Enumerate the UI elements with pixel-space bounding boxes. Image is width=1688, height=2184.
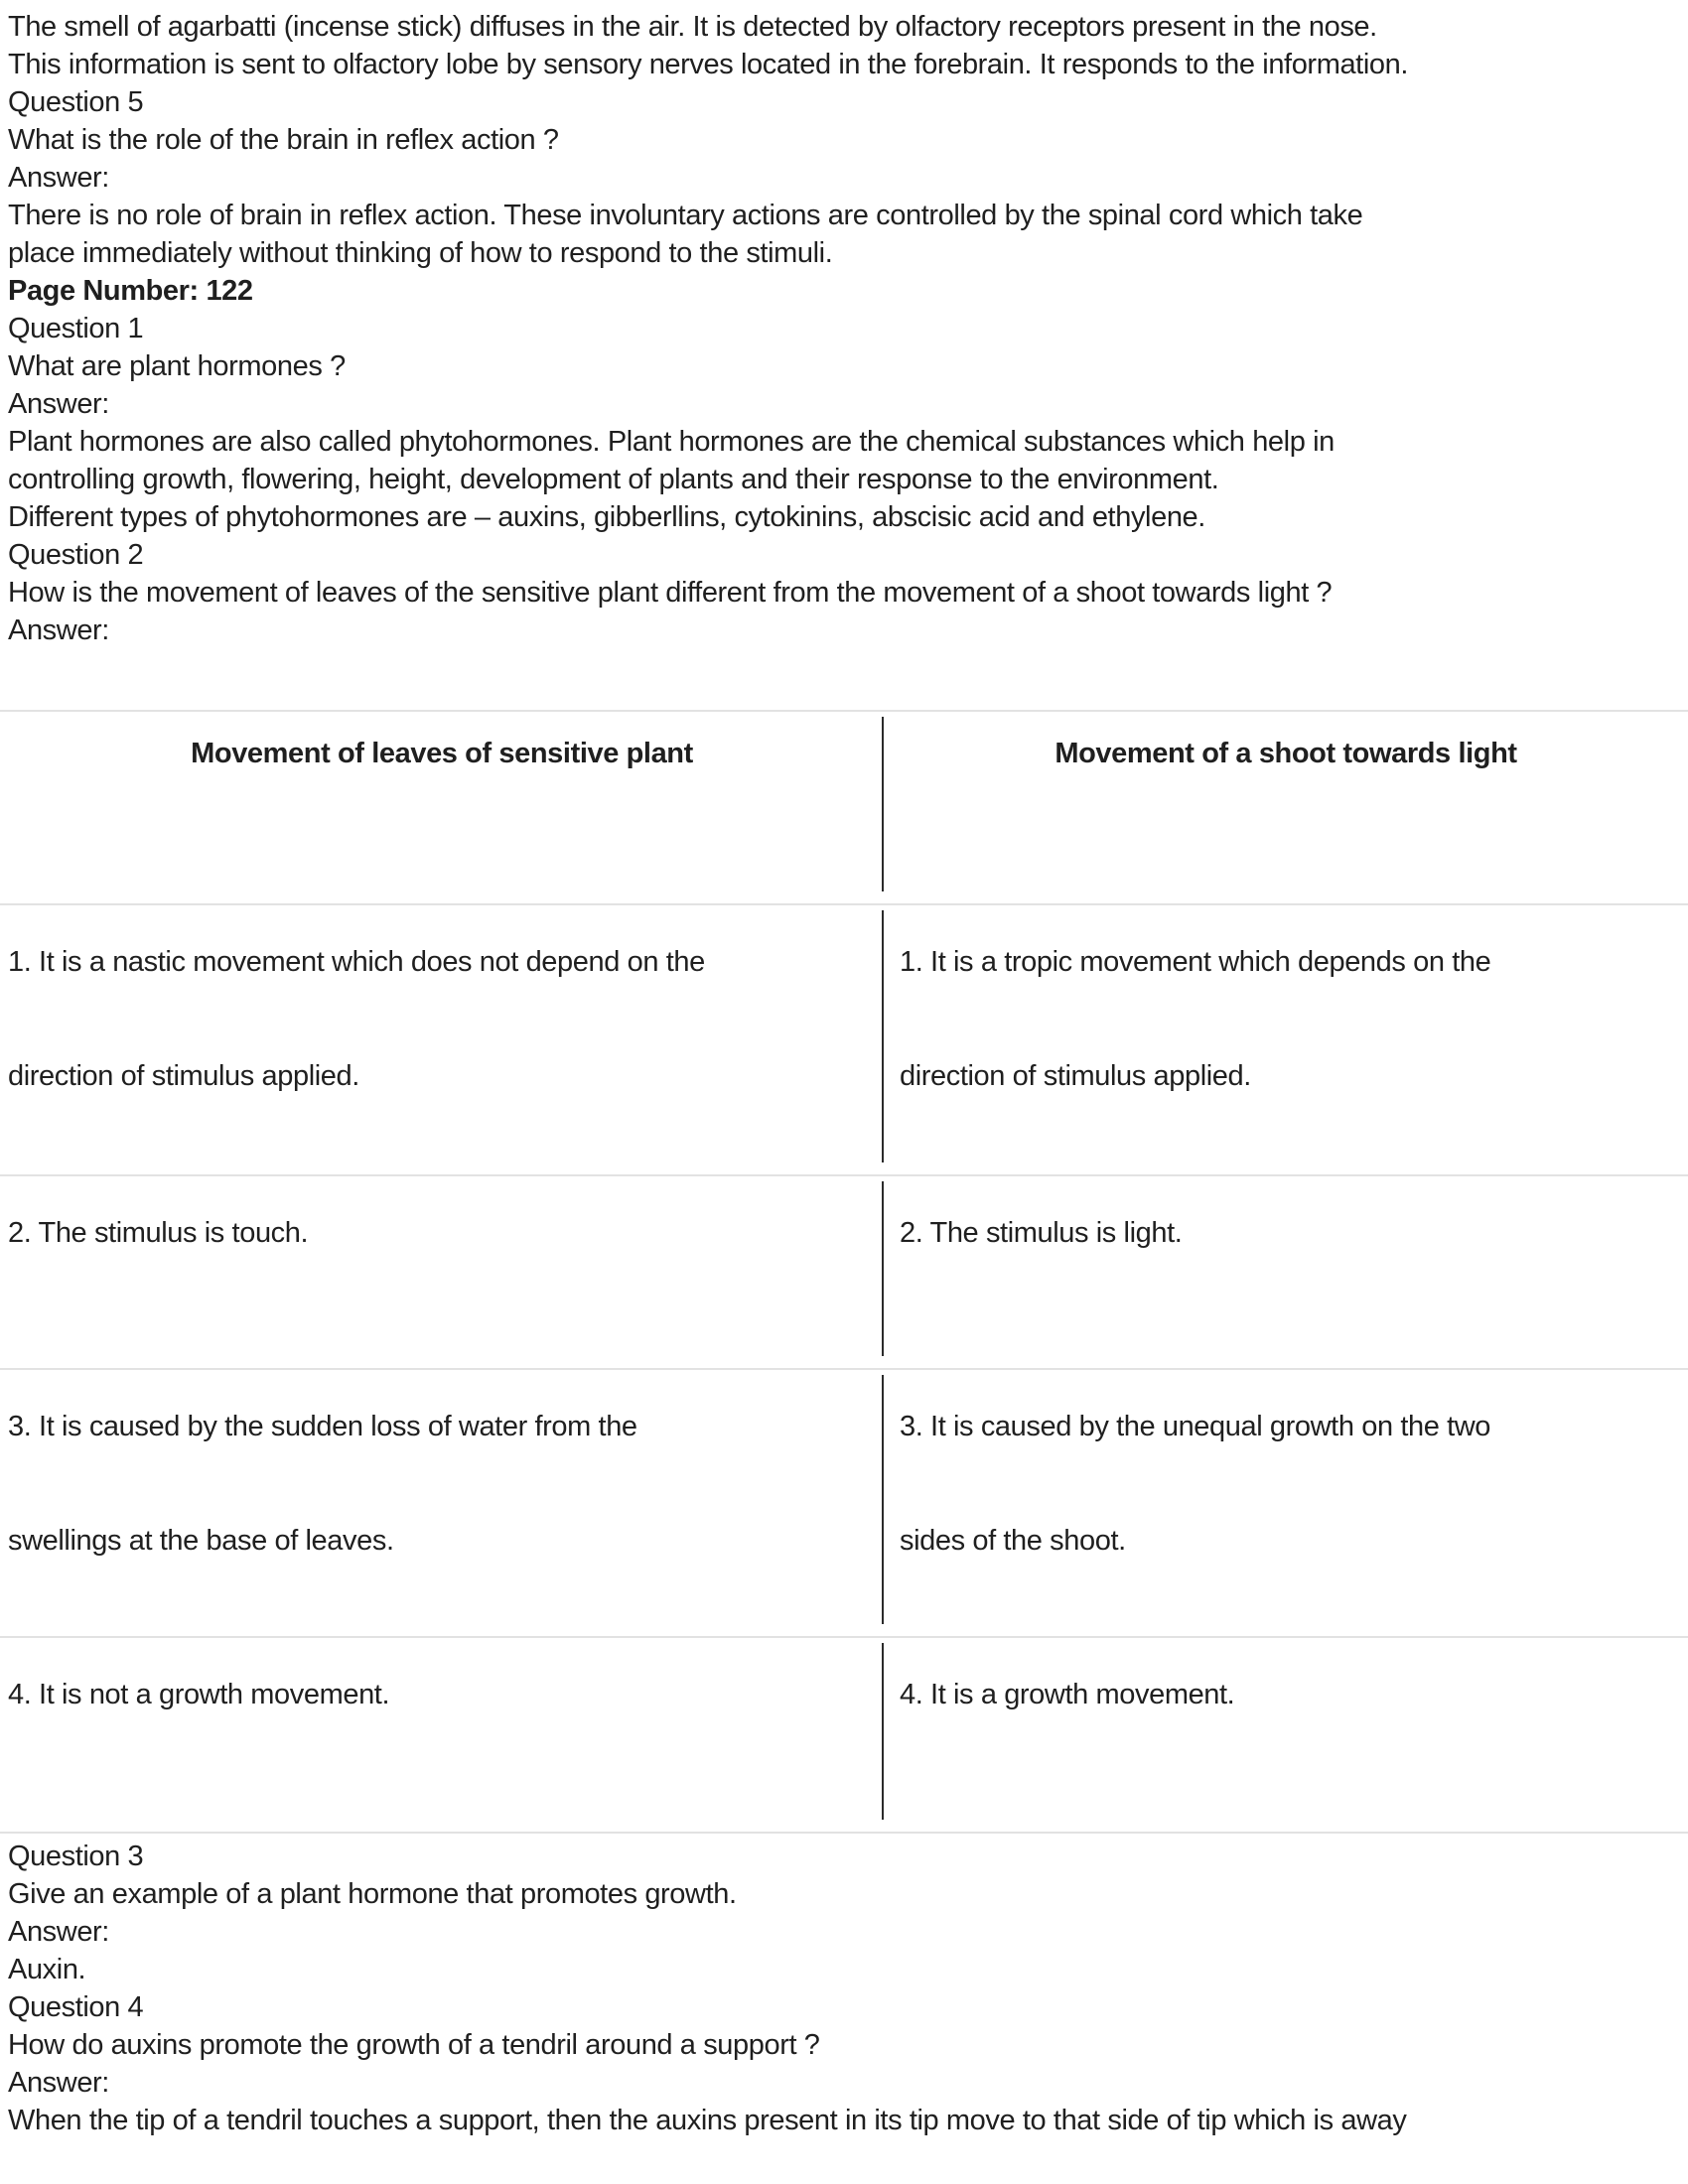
question-text: What is the role of the brain in reflex action ? <box>8 124 559 156</box>
answer-label: Answer: <box>8 2067 109 2099</box>
table-cell-line: 3. It is caused by the sudden loss of water from the <box>8 1411 637 1442</box>
table-row <box>0 1368 1688 1636</box>
question-label: Question 3 <box>8 1841 144 1872</box>
page-number-heading: Page Number: 122 <box>8 275 253 307</box>
answer-text-line: When the tip of a tendril touches a support, then the auxins present in its tip move to that side of tip which is away <box>8 2105 1407 2136</box>
table-cell-line: sides of the shoot. <box>900 1525 1126 1557</box>
answer-text-line: Different types of phytohormones are – auxins, gibberllins, cytokinins, abscisic acid and ethylene. <box>8 501 1205 533</box>
answer-text-line: place immediately without thinking of how to respond to the stimuli. <box>8 237 833 269</box>
doc-text-line: The smell of agarbatti (incense stick) diffuses in the air. It is detected by olfactory receptors present in the nose. <box>8 11 1377 43</box>
answer-text-line: Plant hormones are also called phytohormones. Plant hormones are the chemical substances which help in <box>8 426 1335 458</box>
column-divider <box>882 1181 884 1356</box>
table-cell-line: 2. The stimulus is touch. <box>8 1217 309 1249</box>
table-cell-line: 1. It is a tropic movement which depends on the <box>900 946 1491 978</box>
answer-text-line: controlling growth, flowering, height, development of plants and their response to the environment. <box>8 464 1219 495</box>
question-label: Question 4 <box>8 1991 144 2023</box>
answer-label: Answer: <box>8 1916 109 1948</box>
bottom-text-block <box>0 1838 1688 2139</box>
question-label: Question 1 <box>8 313 144 344</box>
table-row <box>0 1174 1688 1368</box>
table-cell-line: 2. The stimulus is light. <box>900 1217 1183 1249</box>
table-cell-left <box>0 1638 884 1832</box>
table-cell-left <box>0 905 884 1174</box>
answer-text-line: Auxin. <box>8 1954 86 1985</box>
question-text: What are plant hormones ? <box>8 350 346 382</box>
question-label: Question 2 <box>8 539 144 571</box>
column-divider <box>882 1643 884 1820</box>
table-cell-line: swellings at the base of leaves. <box>8 1525 394 1557</box>
doc-text-line: This information is sent to olfactory lobe by sensory nerves located in the forebrain. It responds to the information. <box>8 49 1408 80</box>
top-text-block <box>0 8 1688 649</box>
table-cell-right <box>884 905 1688 1174</box>
question-text: How do auxins promote the growth of a tendril around a support ? <box>8 2029 820 2061</box>
table-header-left: Movement of leaves of sensitive plant <box>191 738 693 769</box>
answer-label: Answer: <box>8 614 109 646</box>
table-cell-line: direction of stimulus applied. <box>8 1060 359 1092</box>
answer-text-line: There is no role of brain in reflex action. These involuntary actions are controlled by the spinal cord which take <box>8 200 1363 231</box>
table-row <box>0 1636 1688 1834</box>
table-cell-line: 4. It is a growth movement. <box>900 1679 1235 1710</box>
column-divider <box>882 717 884 891</box>
question-text: How is the movement of leaves of the sensitive plant different from the movement of a shoot towards light ? <box>8 577 1333 609</box>
answer-label: Answer: <box>8 388 109 420</box>
answer-label: Answer: <box>8 162 109 194</box>
question-label: Question 5 <box>8 86 144 118</box>
column-divider <box>882 1375 884 1624</box>
table-row <box>0 903 1688 1174</box>
table-cell-right <box>884 1638 1688 1832</box>
table-cell-right <box>884 1370 1688 1636</box>
table-cell-line: 3. It is caused by the unequal growth on the two <box>900 1411 1491 1442</box>
table-cell-right <box>884 1176 1688 1368</box>
comparison-table <box>0 710 1688 1834</box>
column-divider <box>882 910 884 1162</box>
table-cell-left <box>0 1176 884 1368</box>
table-cell-left <box>0 1370 884 1636</box>
table-cell-line: 1. It is a nastic movement which does not depend on the <box>8 946 705 978</box>
table-cell-line: 4. It is not a growth movement. <box>8 1679 390 1710</box>
table-header-right: Movement of a shoot towards light <box>1055 738 1517 769</box>
table-cell-line: direction of stimulus applied. <box>900 1060 1251 1092</box>
table-header-row <box>0 710 1688 903</box>
question-text: Give an example of a plant hormone that promotes growth. <box>8 1878 737 1910</box>
